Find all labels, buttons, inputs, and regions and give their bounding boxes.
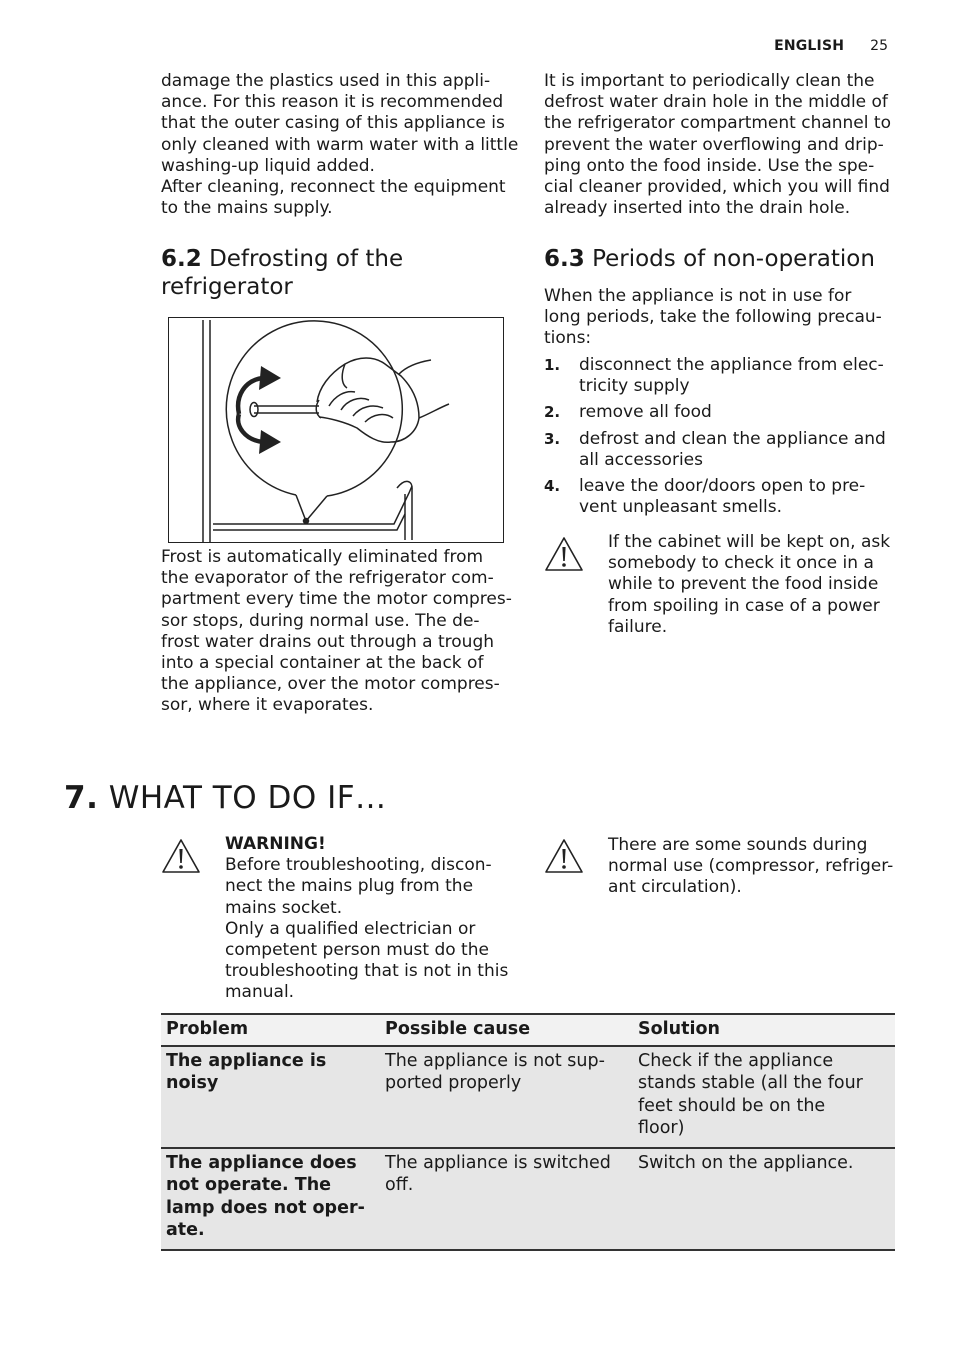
cause-cell [380,1148,633,1250]
nonop-intro [544,286,914,350]
cell-line: Check if the appliance [638,1050,834,1071]
warning-title: WARNING! [225,834,326,854]
text-line: manual. [225,982,295,1003]
text-line: It is important to periodically clean the [544,71,875,91]
page-number: 25 [870,38,888,54]
text-line: cial cleaner provided, which you will find [544,177,890,198]
list-text: vent unpleasant smells. [579,497,783,518]
list-number: 3. [544,429,561,448]
section-number: 7. [64,780,99,816]
solution-cell [633,1148,895,1250]
cell-line: Switch on the appliance. [638,1152,854,1173]
page-header [774,38,888,54]
warning-triangle-icon [544,536,584,572]
text-line: while to prevent the food inside [608,574,879,595]
col2-intro [544,71,904,219]
cell-line: The appliance does [166,1152,357,1173]
table-row [161,1046,895,1148]
section-number: 6.2 [161,246,202,272]
text-line: When the appliance is not in use for [544,286,852,306]
text-line: into a special container at the back of [161,653,484,674]
list-item [544,355,914,397]
cause-cell [380,1046,633,1148]
list-text: remove all food [579,402,712,423]
list-item [544,429,914,471]
col1-intro [161,71,521,219]
cell-line: noisy [166,1073,219,1093]
column-header-cause: Possible cause [380,1014,633,1046]
warning-triangle-icon [544,838,584,874]
text-line: ant circulation). [608,877,742,898]
text-line: defrost water drain hole in the middle of [544,92,888,113]
troubleshooting-table [161,1013,895,1251]
section-7-heading [64,780,387,816]
text-line: tions: [544,328,592,349]
text-line: Frost is automatically eliminated from [161,547,484,567]
text-line: from spoiling in case of a power [608,595,880,616]
list-text: leave the door/doors open to pre- [579,476,866,497]
cell-line: The appliance is [166,1050,327,1071]
section-title: Defrosting of the [209,246,404,272]
list-item [544,402,914,423]
cell-line: not operate. The [166,1175,332,1195]
text-line: washing-up liquid added. [161,155,375,176]
warning-icon [544,536,584,576]
text-line: to the mains supply. [161,198,333,219]
list-text: defrost and clean the appliance and [579,428,886,449]
list-text: disconnect the appliance from elec- [579,355,884,375]
cell-line: off. [385,1175,414,1195]
problem-cell [161,1148,380,1250]
cell-line: ate. [166,1220,205,1240]
cell-line: feet should be on the [638,1095,826,1116]
text-line: mains socket. [225,897,343,918]
section-title-line2: refrigerator [161,274,293,300]
heading-line [161,245,521,273]
heading-line [64,780,387,816]
heading-line [544,245,914,273]
table-header-row [161,1014,895,1046]
text-line: frost water drains out through a trough [161,631,495,652]
cell-line: floor) [638,1118,685,1138]
column-header-problem: Problem [161,1014,380,1046]
warning-triangle-icon [161,838,201,874]
language-label: ENGLISH [774,38,845,54]
solution-cell [633,1046,895,1148]
text-line: sor, where it evaporates. [161,695,374,716]
cell-line: lamp does not oper- [166,1197,365,1218]
list-text: all accessories [579,449,703,470]
problem-cell [161,1046,380,1148]
section-6-2-heading [161,245,521,301]
text-line: normal use (compressor, refriger- [608,856,894,877]
text-line: prevent the water overflowing and drip- [544,134,884,155]
text-line: partment every time the motor compres- [161,589,512,610]
text-line: failure. [608,616,668,637]
text-line: Only a qualified electrician or [225,918,476,939]
text-line: ance. For this reason it is recommended [161,92,504,113]
text-line: If the cabinet will be kept on, ask [608,532,891,552]
text-line: that the outer casing of this appliance is [161,113,505,134]
list-item [544,476,914,518]
cell-line: The appliance is switched [385,1152,611,1173]
text-line: There are some sounds during [608,835,868,855]
text-line: damage the plastics used in this appli- [161,71,491,91]
list-number: 4. [544,477,561,496]
text-line: ping onto the food inside. Use the spe- [544,155,875,176]
cell-line: The appliance is not sup- [385,1050,605,1071]
section-title: WHAT TO DO IF… [108,780,387,816]
frost-paragraph [161,547,521,717]
table-row [161,1148,895,1250]
text-line: competent person must do the [225,940,489,961]
text-line: sor stops, during normal use. The de- [161,610,480,631]
column-header-solution: Solution [633,1014,895,1046]
section-title: Periods of non-operation [592,246,875,272]
defrost-drawing [169,318,503,542]
section-number: 6.3 [544,246,585,272]
text-line: the evaporator of the refrigerator com- [161,568,494,589]
list-text: tricity supply [579,376,690,397]
text-line: already inserted into the drain hole. [544,198,851,219]
warning-text [225,834,525,1004]
text-line: troubleshooting that is not in this [225,961,509,982]
text-line: only cleaned with warm water with a little [161,134,519,155]
text-line: somebody to check it once in a [608,553,874,574]
list-number: 2. [544,403,561,422]
text-line: Before troubleshooting, discon- [225,855,492,876]
cell-line: ported properly [385,1073,522,1093]
text-line: the refrigerator compartment channel to [544,113,891,134]
warning-icon-left [161,838,201,878]
list-number: 1. [544,356,561,374]
precautions-list [544,355,914,523]
sounds-text [608,835,908,899]
section-6-3-heading [544,245,914,273]
cell-line: stands stable (all the four [638,1073,863,1093]
defrost-illustration [168,317,504,543]
text-line: nect the mains plug from the [225,876,474,897]
text-line: the appliance, over the motor compres- [161,674,500,695]
warning-icon-right [544,838,584,878]
text-line: long periods, take the following precau- [544,307,882,328]
caution-text [608,532,908,638]
text-line: After cleaning, reconnect the equipment [161,177,506,198]
